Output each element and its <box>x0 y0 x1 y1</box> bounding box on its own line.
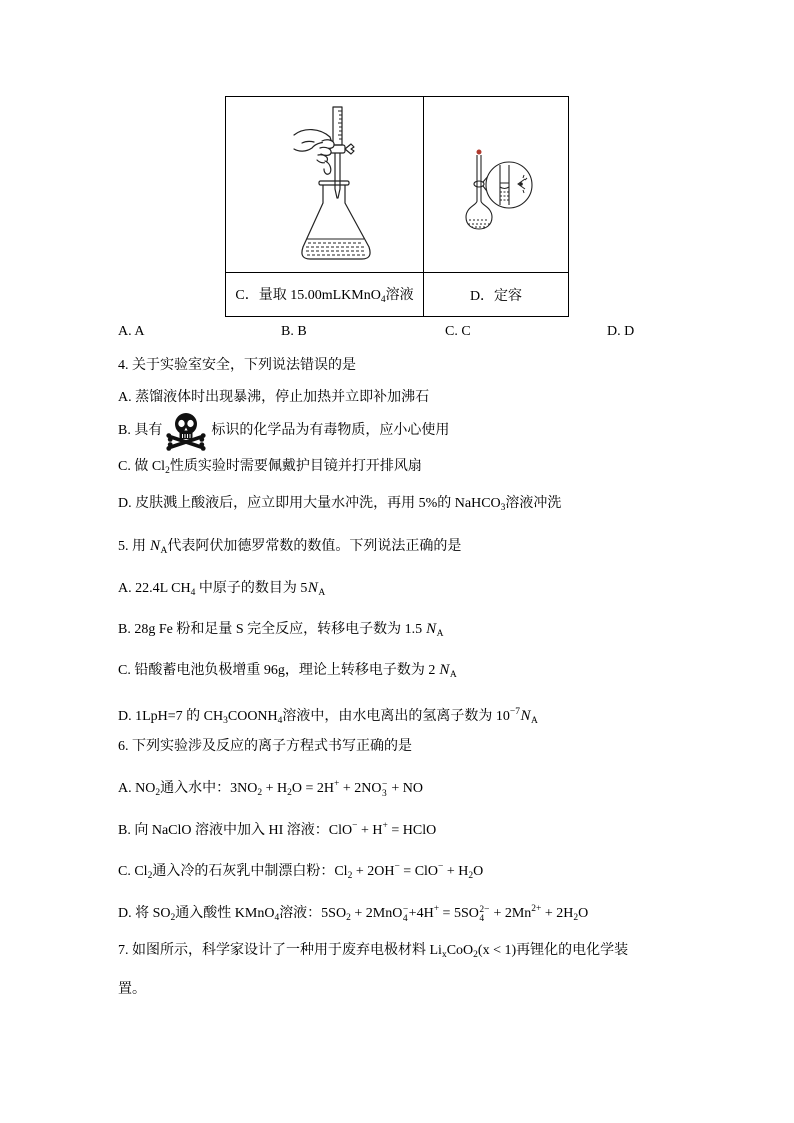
text-run: D. 皮肤溅上酸液后，应立即用大量水冲洗，再用 5%的 NaHCO <box>118 496 501 511</box>
skull-crossbones-icon <box>165 411 207 451</box>
question-5-option-d <box>118 700 538 724</box>
text-run: + 2NO <box>339 781 382 796</box>
option-c-caption <box>226 273 424 317</box>
text-run: +4H <box>408 906 434 921</box>
subscript: 2 <box>287 788 292 798</box>
subscript: A <box>436 629 444 639</box>
ion-charge-stack <box>382 781 387 799</box>
subscript: 2 <box>573 913 579 923</box>
text-run: 6. 下列实验涉及反应的离子方程式书写正确的是 <box>118 739 412 754</box>
subscript: 2 <box>257 788 263 798</box>
subscript: 2 <box>347 871 353 881</box>
text-run: = ClO <box>399 864 439 879</box>
subscript: 4 <box>380 295 386 305</box>
subscript: x <box>441 950 447 960</box>
answer-choice-c: C. C <box>445 324 471 339</box>
text-run: CoO <box>446 943 474 958</box>
subscript: 4 <box>190 588 196 598</box>
text-run: 代表阿伏加德罗常数的数值。下列说法正确的是 <box>167 539 462 554</box>
dropper-tip <box>477 150 482 155</box>
question-5-option-b <box>118 617 444 641</box>
text-run: 溶液中，由水电离出的氢离子数为 10 <box>282 709 510 724</box>
subscript: A <box>318 588 326 598</box>
superscript: − <box>402 905 409 915</box>
burette <box>330 107 354 198</box>
text-run: C. 铅酸蓄电池负极增重 96g，理论上转移电子数为 2 <box>118 663 439 678</box>
subscript: 2 <box>346 913 351 923</box>
superscript: − <box>394 862 400 872</box>
question-4-option-b <box>118 419 449 443</box>
subscript: 3 <box>381 789 387 799</box>
hand <box>294 130 334 175</box>
text-run: B. 向 NaClO 溶液中加入 HI 溶液：ClO <box>118 823 353 838</box>
subscript: A <box>531 716 538 726</box>
subscript: 4 <box>402 914 408 924</box>
text-run: 置。 <box>118 982 146 997</box>
question-7-stem-line-2 <box>118 978 146 1002</box>
superscript: − <box>438 862 444 872</box>
question-5-option-c <box>118 658 457 682</box>
question-4-option-c <box>118 455 422 479</box>
text-run: + H <box>443 864 469 879</box>
superscript: + <box>382 821 388 831</box>
superscript: 2− <box>479 905 490 915</box>
answer-choice-b: B. B <box>281 324 307 339</box>
italic-symbol: N <box>426 621 437 637</box>
volumetric-flask-illustration <box>424 97 568 272</box>
subscript: 2 <box>468 871 474 881</box>
option-d-caption <box>424 273 569 317</box>
text-run: + H <box>357 823 383 838</box>
text-run: = HClO <box>387 823 437 838</box>
question-4-option-a <box>118 386 429 410</box>
text-run: A. 22.4L CH <box>118 581 191 596</box>
subscript: 3 <box>500 503 506 513</box>
flask-liquid <box>306 239 366 255</box>
subscript: A <box>449 670 457 680</box>
text-run: 溶液：5SO <box>279 906 347 921</box>
text-run: = 5SO <box>439 906 479 921</box>
text-run: 通入酸性 KMnO <box>175 906 275 921</box>
text-run: O <box>578 906 589 921</box>
text-run: 通入冷的石灰乳中制漂白粉：Cl <box>152 864 348 879</box>
question-6-option-b <box>118 814 436 838</box>
text-run: + 2MnO <box>350 906 403 921</box>
text-run: B. 28g Fe 粉和足量 S 完全反应，转移电子数为 1.5 <box>118 622 426 637</box>
text-run: D. 将 SO <box>118 906 171 921</box>
text-run: 中原子的数目为 5 <box>195 581 308 596</box>
question-4-stem <box>118 354 356 378</box>
subscript: 2 <box>170 913 176 923</box>
text-run: 7. 如图所示，科学家设计了一种用于废弃电极材料 Li <box>118 943 442 958</box>
apparatus-figure-table <box>225 96 569 317</box>
text-run: (x < 1)再锂化的电化学装 <box>477 943 629 958</box>
answer-choice-a: A. A <box>118 324 145 339</box>
text-run: + 2Mn <box>489 906 532 921</box>
superscript: + <box>433 904 440 914</box>
text-run: O = 2H <box>291 781 334 796</box>
italic-symbol: N <box>307 580 318 596</box>
superscript: −7 <box>509 707 521 717</box>
superscript: 2+ <box>531 904 542 914</box>
text-run: A. NO <box>118 781 156 796</box>
burette-titration-illustration <box>226 97 423 272</box>
text-run: C. Cl <box>118 864 148 879</box>
text-run: + 2OH <box>352 864 395 879</box>
superscript: − <box>381 780 388 790</box>
text-run: C．量取 15.00mLKMnO <box>235 288 381 303</box>
italic-symbol: N <box>520 708 531 724</box>
question-5-stem <box>118 534 461 558</box>
superscript: + <box>333 779 340 789</box>
ion-charge-stack <box>403 906 408 924</box>
superscript: − <box>352 821 358 831</box>
option-d-figure-cell <box>424 97 569 273</box>
text-run: 溶液冲洗 <box>505 496 562 511</box>
text-run: + 2H <box>541 906 574 921</box>
subscript: 2 <box>473 950 478 960</box>
answer-choice-d: D. D <box>607 324 635 339</box>
text-run: 5. 用 <box>118 539 150 554</box>
subscript: 2 <box>155 788 161 798</box>
question-5-option-a <box>118 576 325 600</box>
subscript: 3 <box>223 716 228 726</box>
text-run: A. 蒸馏液体时出现暴沸，停止加热并立即补加沸石 <box>118 390 430 405</box>
text-run: O <box>473 864 484 879</box>
italic-symbol: N <box>439 662 450 678</box>
subscript: 4 <box>277 716 283 726</box>
question-7-stem-line-1 <box>118 939 628 963</box>
text-run: D．定容 <box>469 288 523 304</box>
text-run: 通入水中：3NO <box>160 781 258 796</box>
text-run: D. 1LpH=7 的 CH <box>118 709 224 724</box>
subscript: 2 <box>147 871 153 881</box>
subscript: 4 <box>479 914 485 924</box>
text-run: COONH <box>227 709 278 724</box>
question-4-option-d <box>118 492 561 516</box>
magnifier-view <box>483 162 532 208</box>
subscript: 4 <box>274 913 280 923</box>
text-run: 性质实验时需要佩戴护目镜并打开排风扇 <box>169 459 422 474</box>
text-run: + NO <box>387 781 423 796</box>
caption-row <box>226 273 569 317</box>
question-6-stem <box>118 735 412 759</box>
text-run: C. 做 Cl <box>118 459 166 474</box>
italic-symbol: N <box>150 538 161 554</box>
text-run: B. 具有 <box>118 423 163 438</box>
text-run: 溶液 <box>385 288 414 303</box>
subscript: 2 <box>165 466 170 476</box>
question-6-option-a <box>118 772 423 799</box>
text-run: 4. 关于实验室安全，下列说法错误的是 <box>118 358 356 373</box>
ion-charge-stack <box>479 906 489 924</box>
subscript: A <box>160 546 168 556</box>
question-6-option-c <box>118 855 483 879</box>
figure-row <box>226 97 569 273</box>
text-run: + H <box>262 781 288 796</box>
option-c-figure-cell <box>226 97 424 273</box>
text-run: 标识的化学品为有毒物质，应小心使用 <box>211 423 450 438</box>
question-6-option-d <box>118 897 589 924</box>
